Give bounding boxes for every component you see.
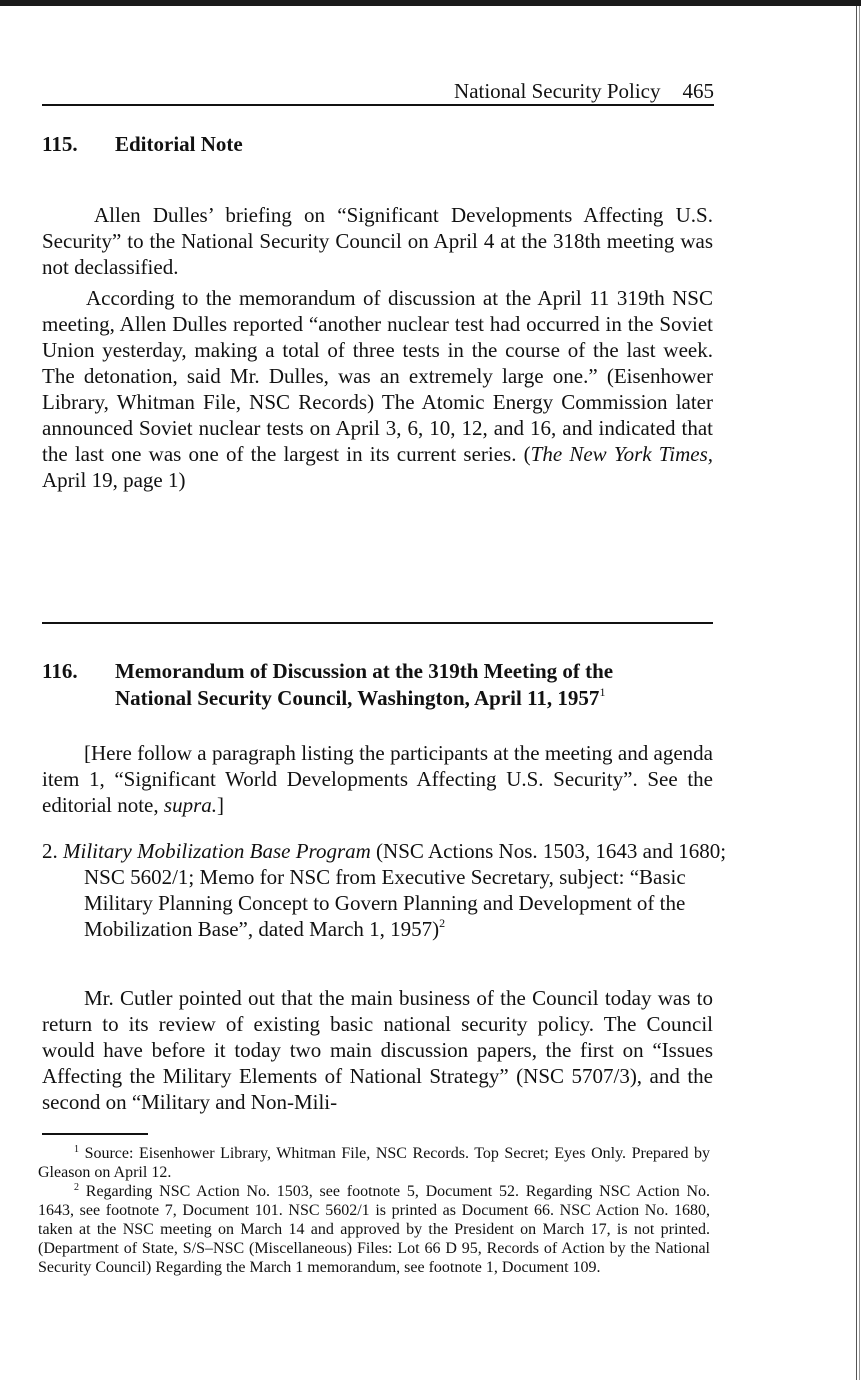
publication-title: The New York Times, [530, 442, 714, 466]
document-number: 115. [42, 132, 78, 156]
footnote-text: Source: Eisenhower Library, Whitman File, NSC Records. Top Secret; Eyes Only. Prepared by Gleason on April 12. [38, 1145, 711, 1181]
footnote-2 [38, 1182, 710, 1277]
paragraph-text: [Here follow a paragraph listing the participants at the meeting and agenda item 1, “Significant World Developments Affecting U.S. Security”. See the editorial note, [42, 741, 713, 817]
document-title-line-2: National Security Council, Washington, April 11, 1957 [115, 686, 600, 710]
paragraph-text-end: April 19, page 1) [42, 468, 186, 492]
running-head-title: National Security Policy [454, 79, 661, 103]
page-number: 465 [682, 79, 714, 103]
agenda-item-title: Military Mobilization Base Program [63, 839, 371, 863]
document-title: Editorial Note [115, 132, 243, 156]
document-title [115, 658, 713, 712]
italic-reference: supra. [163, 793, 217, 817]
footnote-ref: 1 [599, 685, 606, 699]
footnote-text: Regarding NSC Action No. 1503, see footnote 5, Document 52. Regarding NSC Action No. 1643, see footnote 7, Document 101. NSC 5602/1 is printed as Document 66. NSC Action No. 1680, taken at the NSC meeting on March 14 and approved by the President on March 17, is not printed. (Department of State, S/S–NSC (Miscellaneous) Files: Lot 66 D 95, Records of Action by the National Security Council) Regarding the March 1 memorandum, see footnote 1, Document 109. [38, 1183, 710, 1276]
scan-right-edge [856, 6, 857, 1380]
footnote-ref: 2 [439, 916, 446, 930]
editorial-note-paragraph-2 [42, 285, 713, 493]
document-number: 116. [42, 659, 78, 683]
footnotes [38, 1144, 710, 1277]
scan-right-edge-outer [859, 6, 860, 1380]
footnote-marker: 1 [74, 1144, 79, 1155]
document-title-line-1: Memorandum of Discussion at the 319th Meeting of the [115, 659, 614, 683]
paragraph-text-end: ] [217, 793, 224, 817]
document-115-heading [42, 131, 243, 158]
section-divider [42, 622, 713, 624]
scan-top-border [0, 0, 861, 6]
document-116-heading [42, 658, 713, 712]
memorandum-paragraph-2: Mr. Cutler pointed out that the main business of the Council today was to return to its review of existing basic national security policy. The Council would have before it today two main discussion papers, the first on “Issues Affecting the Military Elements of National Strategy” (NSC 5707/3), and the second on “Military and Non-Mili- [42, 986, 713, 1114]
footnote-rule [42, 1133, 148, 1135]
editorial-note-paragraph-1: Allen Dulles’ briefing on “Significant Developments Affecting U.S. Security” to the National Security Council on April 4 at the 318th meeting was not declassified. [42, 203, 713, 279]
running-head [42, 78, 714, 106]
memorandum-paragraph-1 [42, 740, 713, 818]
agenda-item-label: 2. [42, 839, 63, 863]
agenda-item-2 [42, 838, 751, 942]
agenda-item-text: (NSC Actions Nos. 1503, 1643 and 1680; NSC 5602/1; Memo for NSC from Executive Secretary, subject: “Basic Military Planning Concept to Govern Planning and Development of the Mobilization Base”, dated March 1, 1957) [84, 839, 727, 941]
paragraph-text: According to the memorandum of discussion at the April 11 319th NSC meeting, Allen Dulles reported “another nuclear test had occurred in the Soviet Union yesterday, making a total of three tests in the course of the last week. The detonation, said Mr. Dulles, was an extremely large one.” (Eisenhower Library, Whitman File, NSC Records) The Atomic Energy Commission later announced Soviet nuclear tests on April 3, 6, 10, 12, and 16, and indicated that the last one was one of the largest in its current series. ( [42, 286, 713, 466]
footnote-1 [38, 1144, 710, 1182]
footnote-marker: 2 [74, 1182, 79, 1193]
